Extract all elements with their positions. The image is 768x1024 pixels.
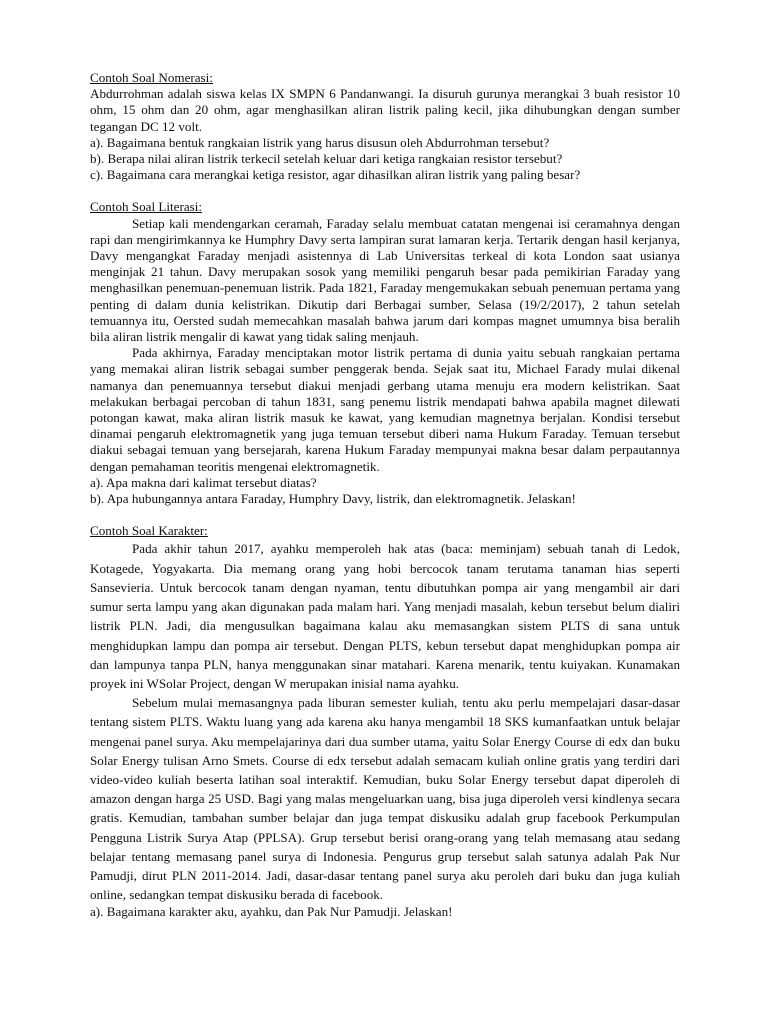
karakter-paragraph-2: Sebelum mulai memasangnya pada liburan semester kuliah, tentu aku perlu mempelajari dasar-dasar tentang sistem PLTS. Waktu luang yang ada karena aku hanya mengambil 18 SKS kumanfaatkan untuk belajar mengenai panel surya. Aku mempelajarinya dari dua sumber utama, yaitu Solar Energy Course di edx dan buku Solar Energy tulisan Arno Smets. Course di edx tersebut adalah semacam kuliah online gratis yang terdiri dari video-video kuliah beserta latihan soal interaktif. Kemudian, buku Solar Energy tersebut dapat diperoleh di amazon dengan harga 25 USD. Bagi yang malas mengeluarkan uang, bisa juga diperoleh versi kindlenya secara gratis. Kemudian, tambahan sumber belajar dan juga tempat diskusiku adalah grup facebook Perkumpulan Pengguna Listrik Surya Atap (PPLSA). Grup tersebut berisi orang-orang yang telah memasang atau sedang belajar tentang memasang panel surya di Indonesia. Pengurus grup tersebut salah satunya adalah Pak Nur Pamudji, dirut PLN 2011-2014. Jadi, dasar-dasar tentang panel surya aku peroleh dari buku dan juga kuliah online, sedangkan tempat diskusiku berada di facebook. [90, 695, 680, 903]
section-heading-literasi: Contoh Soal Literasi: [90, 199, 203, 215]
literasi-paragraph-2: Pada akhirnya, Faraday menciptakan motor listrik pertama di dunia yaitu sebuah rangkaian pertama yang memakai aliran listrik sebagai sumber penggerak benda. Sejak saat itu, Michael Farady mulai dikenal namanya dan penemuannya tersebut diakui menjadi gerbang utama menuju era modern kelistrikan. Saat melakukan berbagai percoban di tahun 1831, sang penemu listrik mendapati bahwa apabila magnet dilewati potongan kawat, maka aliran listrik masuk ke kawat, yang kemudian magnetnya berjalan. Kondisi tersebut dinamai pengaruh elektromagnetik yang juga temuan tersebut diberi nama Hukum Faraday. Temuan tersebut diakui sebagai temuan yang bersejarah, karena Hukum Faraday mempunyai makna besar dalam perpautannya dengan pemahaman teoritis mengenai elektromagnetik. [90, 345, 680, 474]
section-numerasi [90, 70, 680, 183]
literasi-question-b: b). Apa hubungannya antara Faraday, Humphry Davy, listrik, dan elektromagnetik. Jelaskan! [90, 491, 576, 507]
numerasi-question-a: a). Bagaimana bentuk rangkaian listrik yang harus disusun oleh Abdurrohman tersebut? [90, 134, 550, 150]
section-literasi [90, 199, 680, 507]
section-heading-numerasi: Contoh Soal Nomerasi: [90, 70, 213, 85]
section-karakter [90, 523, 680, 920]
karakter-paragraph-1: Pada akhir tahun 2017, ayahku memperoleh hak atas (baca: meminjam) sebuah tanah di Ledok, Kotagede, Yogyakarta. Dia memang orang yang hobi bercocok tanam terutama tanaman hias seperti Sansevieria. Untuk bercocok tanam dengan nyaman, tentu dibutuhkan pompa air yang mengambil air dari sumur serta lampu yang akan digunakan pada malam hari. Yang menjadi masalah, kebun tersebut belum dialiri listrik PLN. Jadi, dia mengusulkan bagaimana kalau aku memasangkan sistem PLTS di sana untuk menghidupkan lampu dan pompa air tersebut. Dengan PLTS, kebun tersebut dapat menghidupkan pompa air dan lampunya tanpa PLN, hanya menggunakan sinar matahari. Karena menarik, tentu kuiyakan. Kunamakan proyek ini WSolar Project, dengan W merupakan inisial nama ayahku. [90, 541, 680, 691]
karakter-question-a: a). Bagaimana karakter aku, ayahku, dan Pak Nur Pamudji. Jelaskan! [90, 904, 453, 920]
document-page [90, 70, 680, 921]
numerasi-intro-paragraph: Abdurrohman adalah siswa kelas IX SMPN 6 Pandanwangi. Ia disuruh gurunya merangkai 3 buah resistor 10 ohm, 15 ohm dan 20 ohm, agar menghasilkan aliran listrik paling kecil, jika dihubungkan dengan sumber tegangan DC 12 volt. [90, 86, 680, 134]
section-heading-karakter: Contoh Soal Karakter: [90, 523, 208, 539]
literasi-question-a: a). Apa makna dari kalimat tersebut diatas? [90, 474, 317, 490]
numerasi-question-b: b). Berapa nilai aliran listrik terkecil setelah keluar dari ketiga rangkaian resistor tersebut? [90, 151, 563, 167]
literasi-paragraph-1: Setiap kali mendengarkan ceramah, Faraday selalu membuat catatan mengenai isi ceramahnya dengan rapi dan mengirimkannya ke Humphry Davy serta lampiran surat lamaran kerja. Tertarik dengan hasil kerjanya, Davy mengangkat Faraday menjadi asistennya di Lab Universitas terkeal di kota London saat usianya menginjak 21 tahun. Davy merupakan sosok yang memiliki pengaruh besar pada pemikirian Faraday yang menghasilkan penemuan-penemuan listrik. Pada 1821, Faraday mengemukakan sebuah penemuan pertama yang penting di dalam dunia kelistrikan. Dikutip dari Berbagai sumber, Selasa (19/2/2017), 2 tahun setelah temuannya itu, Oersted sudah memecahkan masalah bahwa jarum dari kompas magnet umumnya bisa beralih bila aliran listrik mengalir di kawat yang tidak saling menjauh. [90, 215, 680, 345]
numerasi-question-c: c). Bagaimana cara merangkai ketiga resistor, agar dihasilkan aliran listrik yang paling besar? [90, 167, 581, 183]
